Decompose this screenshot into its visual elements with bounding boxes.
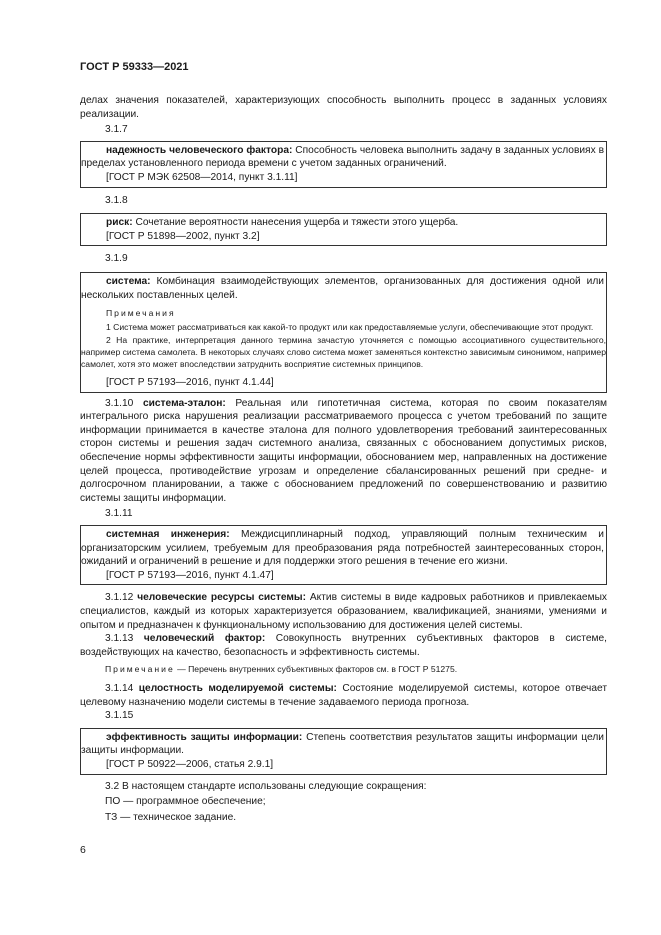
term-definition: [81, 144, 606, 171]
term-number: 3.1.11: [105, 508, 133, 520]
note-3-1-13: [80, 664, 607, 676]
term-3-1-12: [80, 591, 607, 632]
note-text: — Перечень внутренних субъективных факторов см. в ГОСТ Р 51275.: [174, 664, 458, 675]
term-box-3-1-15: [80, 728, 607, 775]
term-3-1-10: [80, 397, 607, 506]
term-number: 3.1.14: [105, 682, 134, 694]
term-definition: [81, 528, 606, 569]
term-name: система:: [106, 275, 151, 287]
term-source: [ГОСТ Р 51898—2002, пункт 3.2]: [106, 230, 260, 242]
term-3-1-13: [80, 632, 607, 659]
term-box-3-1-9: [80, 272, 607, 393]
note-label: Примечание: [105, 664, 175, 675]
definition-text: Степень соответствия результатов защиты информации цели защиты информации.: [81, 731, 604, 757]
note-item: 2 На практике, интерпретация данного термина зачастую уточняется с помощью ассоциативного существительного, например система самолета. В некоторых случаях слово система может заменяться контекстно зависимым синонимом, например самолет, хотя это может впоследствии затруднить восприятие системных принципов.: [81, 335, 606, 369]
definition-text: Актив системы в виде кадровых работников и привлекаемых специалистов, каждый из которых характеризуется образованием, квалификацией, знаниями, умениями и опытом и предназначен к функциональному использованию для достижения целей системы.: [80, 592, 607, 631]
term-name: человеческий фактор:: [143, 633, 266, 645]
term-source: [ГОСТ Р 57193—2016, пункт 4.1.47]: [106, 569, 274, 581]
term-name: эффективность защиты информации:: [106, 731, 303, 743]
term-definition: [81, 216, 606, 230]
definition-text: Состояние моделируемой системы, которое отвечает целевому назначению модели системы в течение задаваемого периода прогноза.: [80, 682, 607, 708]
definition-text: Способность человека выполнить задачу в заданных условиях в пределах установленного периода времени с учетом заданных ограничений.: [81, 144, 604, 170]
page-header: ГОСТ Р 59333—2021: [80, 61, 189, 73]
term-source: [ГОСТ Р 57193—2016, пункт 4.1.44]: [106, 377, 274, 389]
note-item: 1 Система может рассматриваться как какой-то продукт или как предоставляемые услуги, обеспечивающие этот продукт.: [106, 321, 594, 332]
term-name: системная инженерия:: [106, 529, 230, 541]
term-number: 3.1.12: [105, 592, 134, 604]
definition-text: Междисциплинарный подход, управляющий полным техническим и организаторским усилием, требуемым для преобразования ряда потребностей заинтересованных сторон, ожиданий и ограничений в решение и для поддержки этого решения в течение его жизни.: [81, 529, 604, 568]
notes-title: Примечания: [106, 308, 176, 319]
page-body: [80, 92, 607, 824]
abbreviation-item: ПО — программное обеспечение;: [105, 796, 266, 808]
abbreviation-item: ТЗ — техническое задание.: [105, 811, 237, 823]
section-3-2-intro: 3.2 В настоящем стандарте использованы следующие сокращения:: [105, 780, 427, 792]
term-source: [ГОСТ Р МЭК 62508—2014, пункт 3.1.11]: [106, 171, 298, 183]
term-number: 3.1.10: [105, 397, 134, 409]
page-number: 6: [80, 844, 86, 856]
term-box-3-1-7: [80, 141, 607, 188]
term-name: система-эталон:: [142, 397, 226, 409]
intro-text: делах значения показателей, характеризующих способность выполнить процесс в заданных условиях реализации.: [80, 95, 607, 120]
term-number: 3.1.13: [105, 633, 134, 645]
term-box-3-1-11: [80, 525, 607, 585]
term-name: человеческие ресурсы системы:: [137, 592, 306, 604]
term-number: 3.1.8: [105, 194, 128, 206]
term-name: целостность моделируемой системы:: [138, 682, 337, 694]
term-name: надежность человеческого фактора:: [106, 144, 293, 156]
term-source: [ГОСТ Р 50922—2006, статья 2.9.1]: [106, 758, 274, 770]
notes-block: [81, 308, 606, 370]
definition-text: Комбинация взаимодействующих элементов, организованных для достижения одной или нескольких поставленных целей.: [81, 275, 604, 301]
term-3-1-14: [80, 682, 607, 709]
term-number: 3.1.15: [105, 710, 134, 722]
definition-text: Сочетание вероятности нанесения ущерба и тяжести этого ущерба.: [132, 217, 459, 229]
term-box-3-1-8: [80, 213, 607, 246]
definition-text: Реальная или гипотетичная система, которая по своим показателям интегрального риска нарушения реализации рассматриваемого процесса с учетом требований по защите информации принимается в качестве эталона для полного удовлетворения требований заинтересованных сторон системы и решения задач системного анализа, связанных с обоснованием допустимых рисков, обеспечение нормы эффективности защиты информации, обоснованием мер, направленных на достижение целей процесса, противодействие угрозам и определение сбалансированных решений при средне- и долгосрочном планировании, а также с обоснованием предложений по совершенствованию и развитию системы защиты информации.: [80, 397, 607, 504]
term-definition: [81, 275, 606, 302]
term-name: риск:: [106, 217, 133, 229]
definition-text: Совокупность внутренних субъективных факторов в системе, воздействующих на качество, безопасность и эффективность системы.: [80, 633, 607, 658]
term-number: 3.1.7: [105, 124, 128, 136]
term-definition: [81, 731, 606, 758]
term-number: 3.1.9: [105, 253, 128, 265]
